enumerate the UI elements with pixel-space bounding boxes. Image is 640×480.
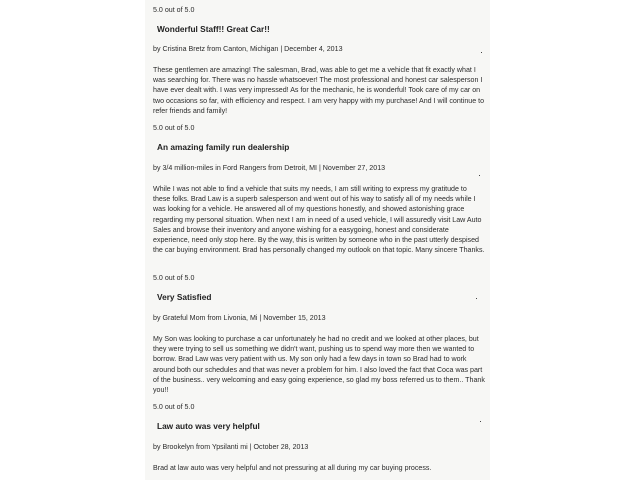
review-4-title: Law auto was very helpful: [157, 421, 260, 431]
review-1-title: Wonderful Staff!! Great Car!!: [157, 24, 270, 34]
review-2-rating: 5.0 out of 5.0: [153, 124, 195, 132]
review-4-byline: by Brookelyn from Ypsilanti mi | October 28, 2013: [153, 443, 309, 451]
review-3-title: Very Satisfied: [157, 292, 212, 302]
review-1-rating: 5.0 out of 5.0: [153, 6, 195, 14]
review-2-body: While I was not able to find a vehicle that suits my needs, I am still writing to express my gratitude to these folks. Brad Law is a superb salesperson and went out of his way to satisfy all of my needs while I was looking for a vehicle. He answered all of my questions honestly, and showed astonishing grace regarding my personal situation. When next I am in need of a used vehicle, I will assuredly visit Law Auto Sales and browse their inventory and anyone wishing for a easygoing, honest and considerate experience, need only stop here. By the way, this is written by someone who in the past utterly despised the car buying environment. Brad has personally changed my outlook on that topic. Many sincere Thanks.: [153, 185, 485, 255]
review-2-byline: by 3/4 million-miles in Ford Rangers from Detroit, MI | November 27, 2013: [153, 164, 386, 172]
review-3-body: My Son was looking to purchase a car unfortunately he had no credit and we looked at other places, but they were trying to sell us something we didn't want, pushing us to spend way more then we wanted to borrow. Brad Law was very patient with us. My son only had a few days in town so Brad had to work around both our schedules and that was never a problem for him. I also loved the fact that Coca was part of the business.. very welcoming and easy going experience, so glad my boss referred us to them.. Thank you!!: [153, 335, 485, 395]
review-4-rating: 5.0 out of 5.0: [153, 403, 195, 411]
scan-speck: [480, 421, 481, 422]
review-1-body: These gentlemen are amazing! The salesman, Brad, was able to get me a vehicle that fit exactly what I was searching for. There was no hassle whatsoever! The most professional and honest car salesperson I have ever dealt with. I was very impressed! As for the mechanic, he is wonderful! Took care of my car on two occasions so far, with efficiency and respect. I am very happy with my purchase! And I will continue to refer friends and family!: [153, 66, 485, 115]
review-3-rating: 5.0 out of 5.0: [153, 274, 195, 282]
review-4-body: Brad at law auto was very helpful and not pressuring at all during my car buying process.: [153, 464, 432, 472]
review-2-title: An amazing family run dealership: [157, 142, 290, 152]
review-3-byline: by Grateful Mom from Livonia, Mi | November 15, 2013: [153, 314, 326, 322]
scan-speck: [476, 298, 477, 299]
scan-speck: [481, 52, 482, 53]
scan-speck: [479, 175, 480, 176]
review-1-byline: by Cristina Bretz from Canton, Michigan | December 4, 2013: [153, 45, 343, 53]
